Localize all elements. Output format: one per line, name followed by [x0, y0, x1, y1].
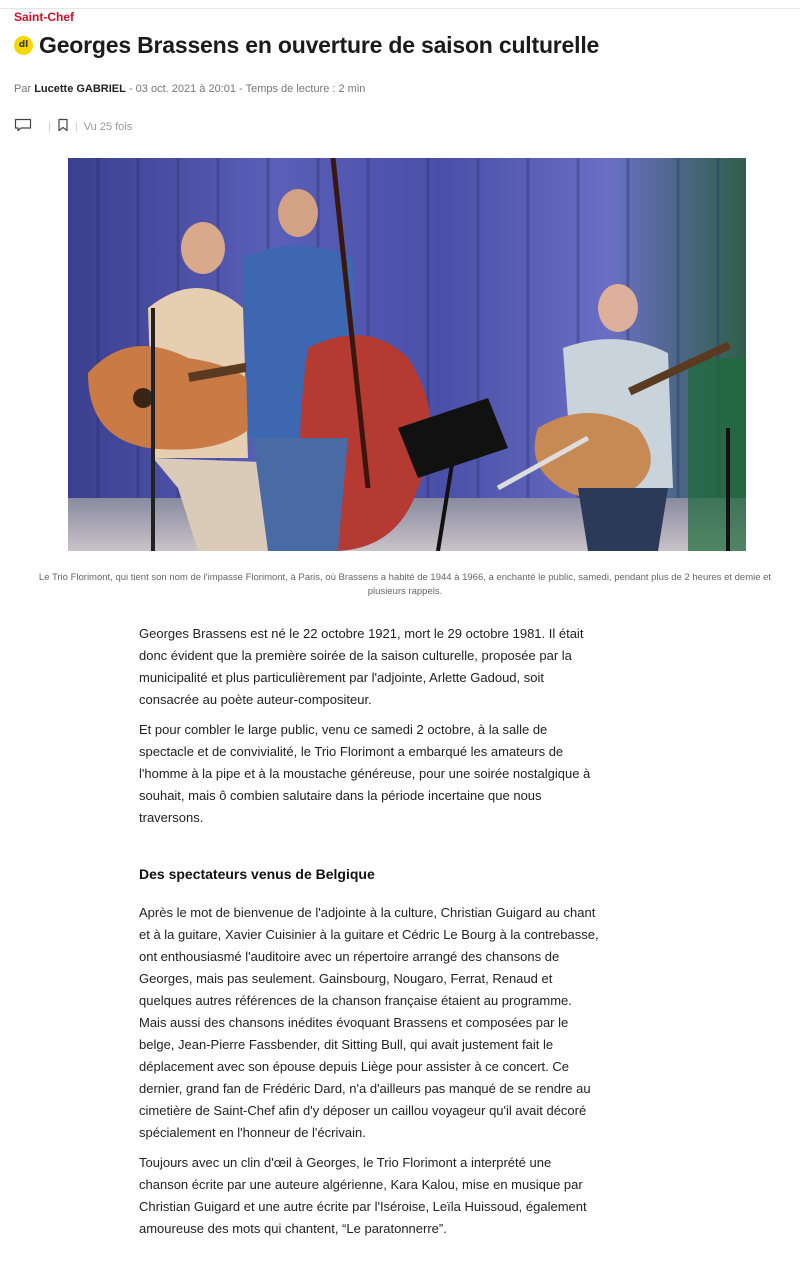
view-count: Vu 25 fois	[83, 120, 133, 133]
article-subheading: Des spectateurs venus de Belgique	[139, 866, 375, 882]
page-title: Georges Brassens en ouverture de saison culturelle	[39, 32, 600, 58]
photo-caption: Le Trio Florimont, qui tient son nom de l'impasse Florimont, à Paris, où Brassens a habité de 1944 à 1966, a enchanté le public, samedi, pendant plus de 2 heures et demie et plusieurs rappels.	[38, 572, 772, 597]
author-link[interactable]: Lucette GABRIEL	[34, 83, 126, 95]
reading-time: Temps de lecture : 2 min	[245, 83, 366, 95]
section-link[interactable]: Saint-Chef	[14, 10, 74, 24]
action-separator: |	[48, 120, 51, 133]
meta-separator: -	[239, 83, 246, 95]
bookmark-icon[interactable]	[57, 118, 69, 135]
dl-logo-icon: dl	[14, 36, 33, 55]
by-label: Par	[14, 83, 32, 95]
article-photo	[68, 158, 746, 551]
meta-separator: -	[128, 83, 136, 95]
article-actions	[14, 118, 132, 135]
top-divider	[0, 8, 800, 9]
article-paragraph: Toujours avec un clin d'œil à Georges, le Trio Florimont a interprété une chanson écrite par une auteure algérienne, Kara Kalou, mise en musique par Christian Guigard et une autre écrite par l'Iséroise, Leïla Huissoud, également amoureuse des mots qui chantent, “Le paratonnerre”.	[139, 1155, 587, 1236]
comment-icon[interactable]	[14, 118, 32, 135]
action-separator: |	[74, 120, 78, 133]
article-paragraph: Georges Brassens est né le 22 octobre 1921, mort le 29 octobre 1981. Il était donc évident que la première soirée de la saison culturelle, proposée par la municipalité et plus particulièrement par l'adjointe, Arlette Gadoud, soit consacrée au poète auteur-compositeur.	[139, 626, 584, 707]
publish-date: 03 oct. 2021 à 20:01	[135, 83, 236, 95]
article-paragraph: Après le mot de bienvenue de l'adjointe à la culture, Christian Guigard au chant et à la guitare, Xavier Cuisinier à la guitare et Cédric Le Bourg à la contrebasse, ont enthousiasmé l'auditoire avec un répertoire arrangé des chansons de Georges, mais pas seulement. Gainsbourg, Nougaro, Ferrat, Renaud et quelques autres références de la chanson française étaient au programme. Mais aussi des chansons inédites évoquant Brassens et composées par le belge, Jean-Pierre Fassbender, dit Sitting Bull, qui avait justement fait le déplacement avec son épouse depuis Liège pour assister à ce concert. Ce dernier, grand fan de Frédéric Dard, n'a d'ailleurs pas manqué de se rendre au cimetière de Saint-Chef afin d'y déposer un caillou voyageur qu'il avait décoré spécialement en l'honneur de l'écrivain.	[139, 905, 599, 1140]
title-row	[14, 32, 599, 59]
article-paragraph: Et pour combler le large public, venu ce samedi 2 octobre, à la salle de spectacle et de convivialité, le Trio Florimont a embarqué les amateurs de l'homme à la pipe et à la moustache généreuse, pour une soirée nostalgique à souhait, mais ô combien salutaire dans la période incertaine que nous traversons.	[139, 722, 591, 825]
article-meta	[14, 83, 365, 95]
